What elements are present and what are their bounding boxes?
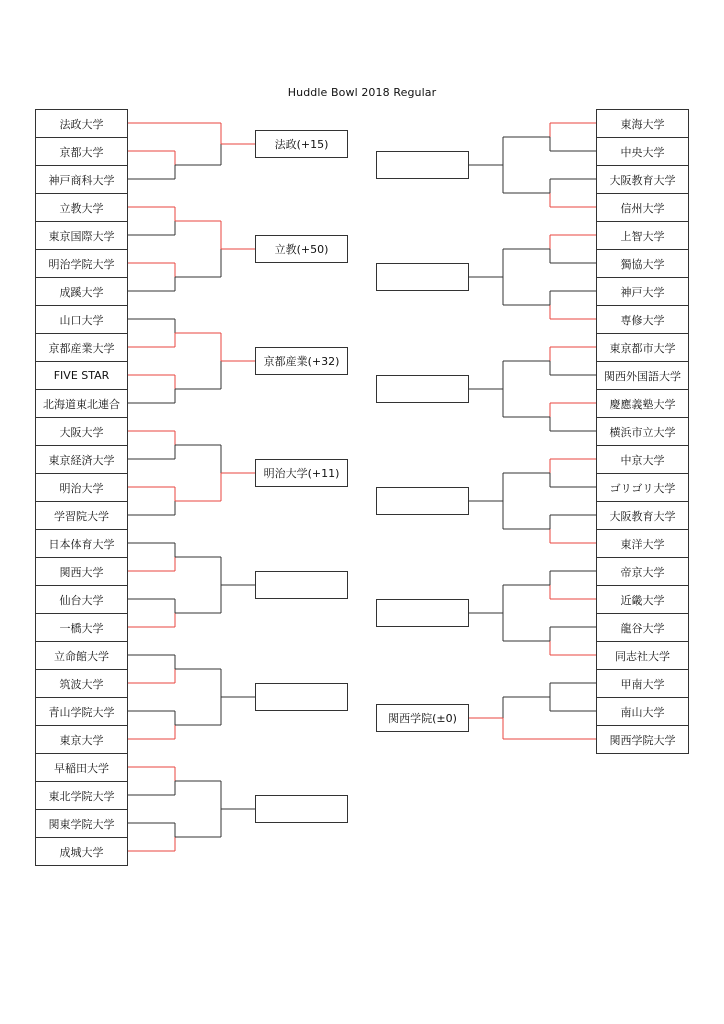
left-result-box: 明治大学(+11) (255, 459, 348, 487)
right-team-box: 龍谷大学 (596, 613, 689, 642)
left-team-box: 学習院大学 (35, 501, 128, 530)
right-team-box: 近畿大学 (596, 585, 689, 614)
right-team-box: 大阪教育大学 (596, 501, 689, 530)
left-team-box: 京都大学 (35, 137, 128, 166)
right-team-box: 南山大学 (596, 697, 689, 726)
right-result-box (376, 375, 469, 403)
left-team-box: 神戸商科大学 (35, 165, 128, 194)
left-result-box (255, 571, 348, 599)
right-team-box: 獨協大学 (596, 249, 689, 278)
left-team-box: 仙台大学 (35, 585, 128, 614)
right-team-box: 神戸大学 (596, 277, 689, 306)
right-team-box: 帝京大学 (596, 557, 689, 586)
left-team-box: 日本体育大学 (35, 529, 128, 558)
right-team-box: 専修大学 (596, 305, 689, 334)
left-result-box (255, 795, 348, 823)
left-team-box: 青山学院大学 (35, 697, 128, 726)
left-result-box: 法政(+15) (255, 130, 348, 158)
left-team-box: 明治学院大学 (35, 249, 128, 278)
page-title: Huddle Bowl 2018 Regular (287, 86, 437, 99)
left-team-box: 山口大学 (35, 305, 128, 334)
right-result-box (376, 487, 469, 515)
left-team-box: 京都産業大学 (35, 333, 128, 362)
left-team-box: 早稲田大学 (35, 753, 128, 782)
left-team-box: FIVE STAR (35, 361, 128, 390)
left-result-box: 京都産業(+32) (255, 347, 348, 375)
right-team-box: 東海大学 (596, 109, 689, 138)
left-team-box: 北海道東北連合 (35, 389, 128, 418)
left-team-box: 立教大学 (35, 193, 128, 222)
right-team-box: 東洋大学 (596, 529, 689, 558)
left-result-box: 立教(+50) (255, 235, 348, 263)
left-team-box: 大阪大学 (35, 417, 128, 446)
right-team-box: 上智大学 (596, 221, 689, 250)
left-team-box: 法政大学 (35, 109, 128, 138)
left-result-box (255, 683, 348, 711)
right-team-box: 関西外国語大学 (596, 361, 689, 390)
left-team-box: 立命館大学 (35, 641, 128, 670)
right-result-box (376, 263, 469, 291)
left-team-box: 一橋大学 (35, 613, 128, 642)
right-team-box: 大阪教育大学 (596, 165, 689, 194)
left-team-box: 東京国際大学 (35, 221, 128, 250)
left-team-box: 関東学院大学 (35, 809, 128, 838)
left-team-box: 成城大学 (35, 837, 128, 866)
right-result-box (376, 599, 469, 627)
right-team-box: 慶應義塾大学 (596, 389, 689, 418)
left-team-box: 筑波大学 (35, 669, 128, 698)
right-team-box: 信州大学 (596, 193, 689, 222)
right-team-box: 東京都市大学 (596, 333, 689, 362)
left-team-box: 東京経済大学 (35, 445, 128, 474)
right-team-box: 甲南大学 (596, 669, 689, 698)
right-result-box (376, 151, 469, 179)
right-team-box: 横浜市立大学 (596, 417, 689, 446)
right-team-box: 中京大学 (596, 445, 689, 474)
right-team-box: 同志社大学 (596, 641, 689, 670)
right-team-box: ゴリゴリ大学 (596, 473, 689, 502)
right-result-box: 関西学院(±0) (376, 704, 469, 732)
left-team-box: 明治大学 (35, 473, 128, 502)
left-team-box: 東京大学 (35, 725, 128, 754)
left-team-box: 東北学院大学 (35, 781, 128, 810)
right-team-box: 中央大学 (596, 137, 689, 166)
left-team-box: 成蹊大学 (35, 277, 128, 306)
right-team-box: 関西学院大学 (596, 725, 689, 754)
left-team-box: 関西大学 (35, 557, 128, 586)
